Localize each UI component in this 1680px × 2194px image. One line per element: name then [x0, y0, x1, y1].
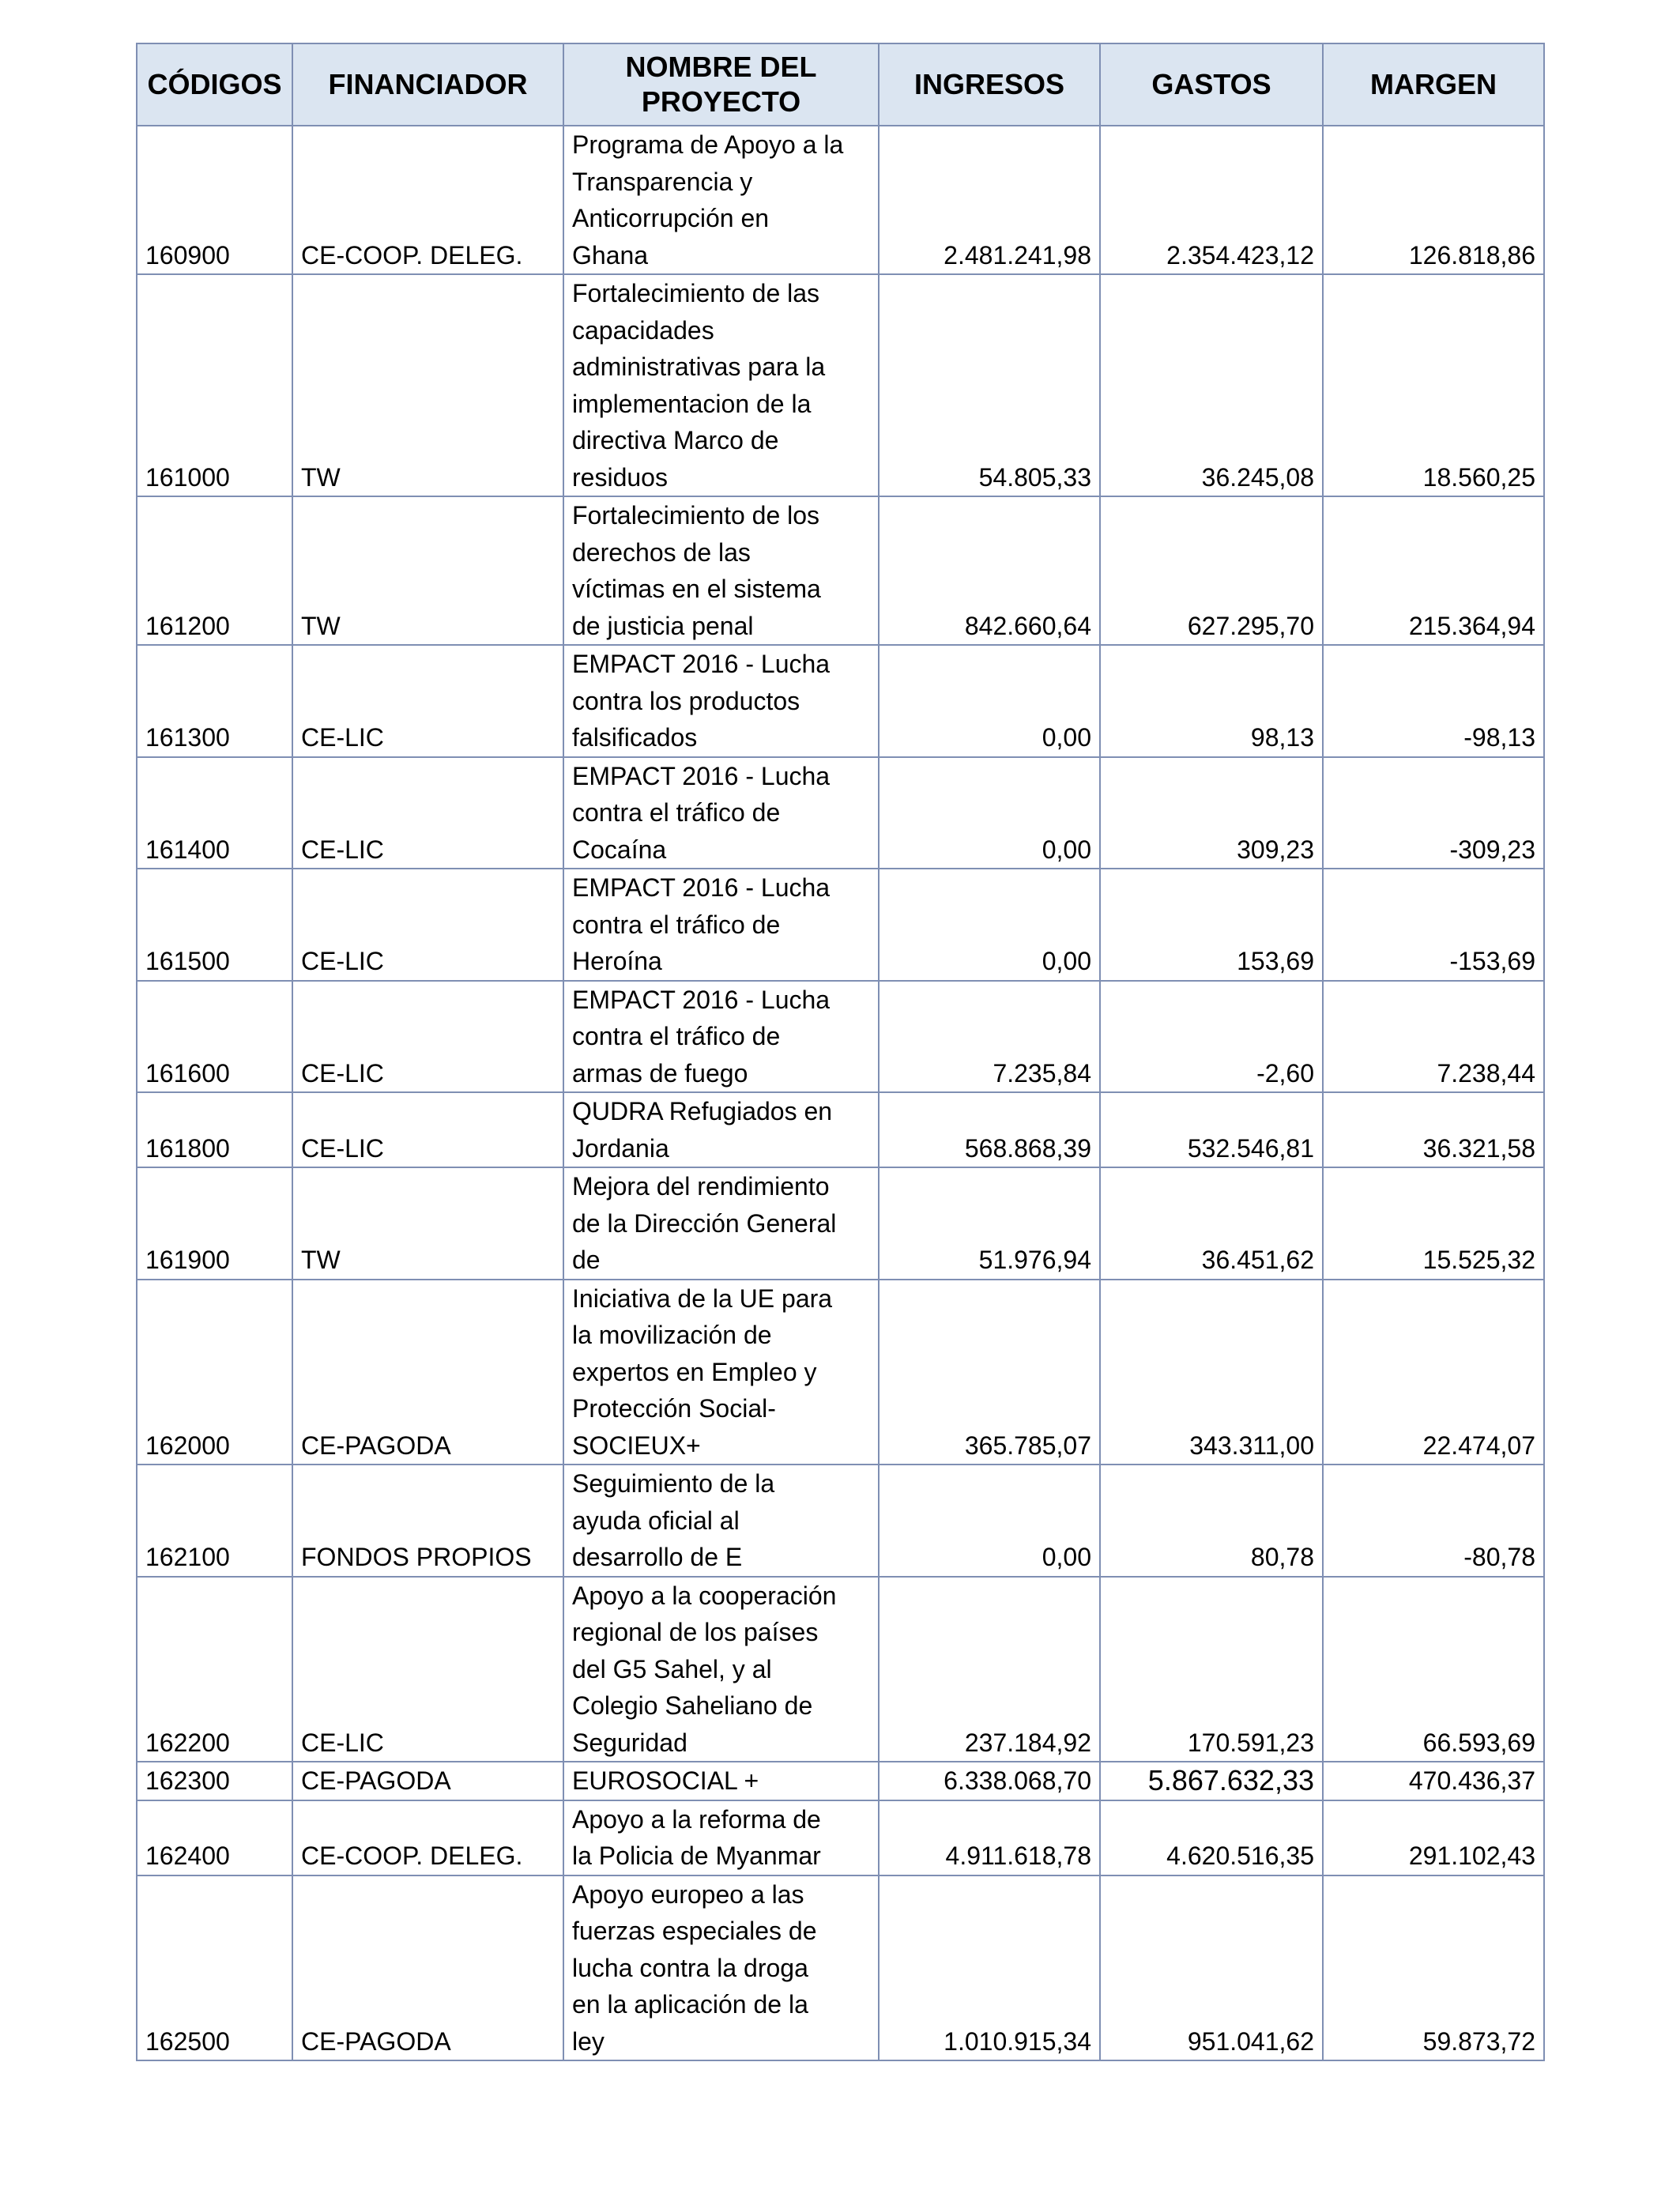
cell-nombre: Apoyo europeo a las fuerzas especiales de lucha contra la droga en la aplicación de la ley — [563, 1875, 879, 2061]
cell-nombre: Iniciativa de la UE para la movilización de expertos en Empleo y Protección Social- SOCIEUX+ — [563, 1280, 879, 1465]
cell-margen: -80,78 — [1323, 1465, 1544, 1577]
cell-margen: 126.818,86 — [1323, 126, 1544, 274]
table-row — [137, 1465, 1544, 1577]
cell-nombre: Apoyo a la cooperación regional de los países del G5 Sahel, y al Colegio Saheliano de Seguridad — [563, 1577, 879, 1762]
table-row — [137, 1800, 1544, 1875]
cell-ingresos: 568.868,39 — [879, 1092, 1100, 1167]
cell-nombre: Apoyo a la reforma de la Policia de Myanmar — [563, 1800, 879, 1875]
cell-nombre: Seguimiento de la ayuda oficial al desarrollo de E — [563, 1465, 879, 1577]
cell-codigo: 162400 — [137, 1800, 292, 1875]
cell-nombre: Programa de Apoyo a la Transparencia y Anticorrupción en Ghana — [563, 126, 879, 274]
cell-codigo: 161200 — [137, 496, 292, 645]
cell-margen: 18.560,25 — [1323, 274, 1544, 496]
cell-gastos: 627.295,70 — [1100, 496, 1323, 645]
table-row — [137, 274, 1544, 496]
cell-gastos: 36.451,62 — [1100, 1167, 1323, 1280]
cell-ingresos: 54.805,33 — [879, 274, 1100, 496]
cell-nombre: EMPACT 2016 - Lucha contra el tráfico de armas de fuego — [563, 981, 879, 1093]
cell-margen: -98,13 — [1323, 645, 1544, 757]
cell-nombre: QUDRA Refugiados en Jordania — [563, 1092, 879, 1167]
cell-margen: 215.364,94 — [1323, 496, 1544, 645]
cell-gastos: 80,78 — [1100, 1465, 1323, 1577]
table-row — [137, 496, 1544, 645]
cell-margen: 7.238,44 — [1323, 981, 1544, 1093]
projects-table — [136, 43, 1545, 2061]
table-row — [137, 1280, 1544, 1465]
cell-margen: -153,69 — [1323, 869, 1544, 981]
table-row — [137, 869, 1544, 981]
cell-ingresos: 4.911.618,78 — [879, 1800, 1100, 1875]
cell-margen: 15.525,32 — [1323, 1167, 1544, 1280]
cell-financiador: TW — [292, 1167, 563, 1280]
cell-ingresos: 51.976,94 — [879, 1167, 1100, 1280]
cell-codigo: 162000 — [137, 1280, 292, 1465]
table-row — [137, 645, 1544, 757]
table-row — [137, 981, 1544, 1093]
header-margen: MARGEN — [1323, 43, 1544, 126]
cell-codigo: 160900 — [137, 126, 292, 274]
cell-ingresos: 237.184,92 — [879, 1577, 1100, 1762]
cell-gastos: 36.245,08 — [1100, 274, 1323, 496]
cell-financiador: TW — [292, 496, 563, 645]
cell-margen: 291.102,43 — [1323, 1800, 1544, 1875]
cell-margen: 36.321,58 — [1323, 1092, 1544, 1167]
cell-codigo: 162100 — [137, 1465, 292, 1577]
cell-gastos: 309,23 — [1100, 757, 1323, 869]
cell-codigo: 161400 — [137, 757, 292, 869]
table-row — [137, 1092, 1544, 1167]
cell-ingresos: 7.235,84 — [879, 981, 1100, 1093]
cell-financiador: CE-LIC — [292, 869, 563, 981]
cell-financiador: TW — [292, 274, 563, 496]
cell-financiador: CE-COOP. DELEG. — [292, 1800, 563, 1875]
cell-ingresos: 0,00 — [879, 869, 1100, 981]
cell-financiador: CE-LIC — [292, 645, 563, 757]
cell-financiador: CE-PAGODA — [292, 1875, 563, 2061]
document-page — [136, 43, 1543, 2061]
cell-margen: -309,23 — [1323, 757, 1544, 869]
cell-ingresos: 0,00 — [879, 645, 1100, 757]
cell-codigo: 162500 — [137, 1875, 292, 2061]
cell-margen: 59.873,72 — [1323, 1875, 1544, 2061]
table-row — [137, 1167, 1544, 1280]
header-row — [137, 43, 1544, 126]
cell-gastos: 5.867.632,33 — [1100, 1762, 1323, 1800]
table-row — [137, 757, 1544, 869]
cell-financiador: CE-LIC — [292, 981, 563, 1093]
cell-gastos: 153,69 — [1100, 869, 1323, 981]
cell-gastos: 951.041,62 — [1100, 1875, 1323, 2061]
cell-ingresos: 0,00 — [879, 1465, 1100, 1577]
cell-codigo: 162300 — [137, 1762, 292, 1800]
cell-ingresos: 0,00 — [879, 757, 1100, 869]
cell-codigo: 161900 — [137, 1167, 292, 1280]
cell-nombre: Fortalecimiento de las capacidades administrativas para la implementacion de la directiva Marco de residuos — [563, 274, 879, 496]
cell-ingresos: 842.660,64 — [879, 496, 1100, 645]
cell-gastos: 170.591,23 — [1100, 1577, 1323, 1762]
cell-gastos: 4.620.516,35 — [1100, 1800, 1323, 1875]
cell-ingresos: 6.338.068,70 — [879, 1762, 1100, 1800]
header-ingresos: INGRESOS — [879, 43, 1100, 126]
cell-financiador: FONDOS PROPIOS — [292, 1465, 563, 1577]
cell-nombre: EUROSOCIAL + — [563, 1762, 879, 1800]
header-gastos: GASTOS — [1100, 43, 1323, 126]
table-row — [137, 1762, 1544, 1800]
cell-gastos: 98,13 — [1100, 645, 1323, 757]
header-codigos: CÓDIGOS — [137, 43, 292, 126]
cell-gastos: 343.311,00 — [1100, 1280, 1323, 1465]
cell-nombre: Mejora del rendimiento de la Dirección General de — [563, 1167, 879, 1280]
cell-codigo: 161800 — [137, 1092, 292, 1167]
cell-financiador: CE-LIC — [292, 1577, 563, 1762]
cell-codigo: 161000 — [137, 274, 292, 496]
cell-financiador: CE-LIC — [292, 757, 563, 869]
cell-codigo: 162200 — [137, 1577, 292, 1762]
table-row — [137, 1875, 1544, 2061]
cell-ingresos: 1.010.915,34 — [879, 1875, 1100, 2061]
header-financiador: FINANCIADOR — [292, 43, 563, 126]
header-nombre-proyecto: NOMBRE DEL PROYECTO — [563, 43, 879, 126]
cell-margen: 470.436,37 — [1323, 1762, 1544, 1800]
cell-nombre: EMPACT 2016 - Lucha contra el tráfico de Cocaína — [563, 757, 879, 869]
cell-codigo: 161600 — [137, 981, 292, 1093]
cell-financiador: CE-COOP. DELEG. — [292, 126, 563, 274]
cell-ingresos: 365.785,07 — [879, 1280, 1100, 1465]
table-row — [137, 1577, 1544, 1762]
cell-margen: 66.593,69 — [1323, 1577, 1544, 1762]
cell-codigo: 161500 — [137, 869, 292, 981]
cell-margen: 22.474,07 — [1323, 1280, 1544, 1465]
cell-financiador: CE-PAGODA — [292, 1762, 563, 1800]
cell-gastos: -2,60 — [1100, 981, 1323, 1093]
cell-nombre: Fortalecimiento de los derechos de las víctimas en el sistema de justicia penal — [563, 496, 879, 645]
cell-gastos: 2.354.423,12 — [1100, 126, 1323, 274]
cell-nombre: EMPACT 2016 - Lucha contra los productos falsificados — [563, 645, 879, 757]
table-row — [137, 126, 1544, 274]
cell-nombre: EMPACT 2016 - Lucha contra el tráfico de Heroína — [563, 869, 879, 981]
cell-ingresos: 2.481.241,98 — [879, 126, 1100, 274]
cell-codigo: 161300 — [137, 645, 292, 757]
cell-financiador: CE-PAGODA — [292, 1280, 563, 1465]
cell-financiador: CE-LIC — [292, 1092, 563, 1167]
cell-gastos: 532.546,81 — [1100, 1092, 1323, 1167]
